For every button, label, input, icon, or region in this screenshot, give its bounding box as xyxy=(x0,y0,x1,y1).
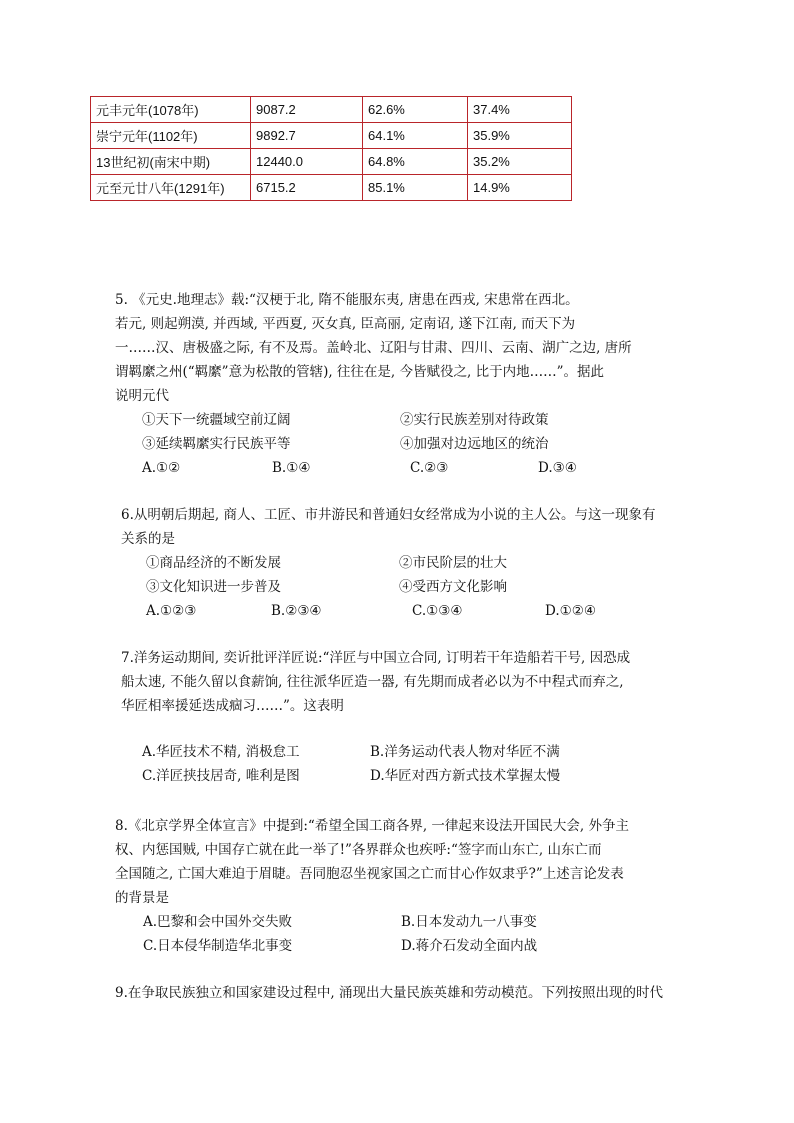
answer-choice[interactable]: C.日本侵华制造华北事变 xyxy=(143,938,293,954)
question-text-line: 权、内惩国贼, 中国存亡就在此一举了!”各界群众也疾呼:“签字而山东亡, 山东亡而 xyxy=(115,842,602,858)
table-cell: 13世纪初(南宋中期) xyxy=(91,149,251,175)
question-text-line: 谓羁縻之州(“羁縻”意为松散的管辖), 往往在是, 今皆赋役之, 比于内地……”。据此 xyxy=(115,364,604,380)
table-cell: 35.9% xyxy=(468,123,572,149)
table-cell: 85.1% xyxy=(363,175,468,201)
question-text-line: 6.从明朝后期起, 商人、工匠、市井游民和普通妇女经常成为小说的主人公。与这一现象有 xyxy=(121,507,656,523)
question-text-line: 的背景是 xyxy=(115,890,169,906)
answer-choice[interactable]: D.华匠对西方新式技术掌握太慢 xyxy=(370,768,561,784)
table-row xyxy=(91,149,572,175)
statement-item: ③延续羁縻实行民族平等 xyxy=(142,436,291,452)
population-table xyxy=(90,96,572,201)
answer-choice[interactable]: B.①④ xyxy=(272,460,311,476)
answer-choice[interactable]: B.②③④ xyxy=(271,603,322,619)
table-cell: 64.1% xyxy=(363,123,468,149)
statement-item: ②市民阶层的壮大 xyxy=(399,555,507,571)
question-text-line: 5. 《元史.地理志》载:“汉梗于北, 隋不能服东夷, 唐患在西戎, 宋患常在西北。 xyxy=(115,292,579,308)
answer-choice[interactable]: D.①②④ xyxy=(545,603,596,619)
question-text-line: 8.《北京学界全体宣言》中提到:“希望全国工商各界, 一律起来设法开国民大会, 外争主 xyxy=(115,818,629,834)
table-cell: 64.8% xyxy=(363,149,468,175)
statement-item: ①商品经济的不断发展 xyxy=(146,555,281,571)
table-cell: 9892.7 xyxy=(251,123,363,149)
table-cell: 6715.2 xyxy=(251,175,363,201)
question-text-line: 华匠相率援延迭成痼习……”。这表明 xyxy=(121,698,344,714)
answer-choice[interactable]: B.日本发动九一八事变 xyxy=(401,914,537,930)
answer-choice[interactable]: A.①② xyxy=(142,460,181,476)
question-6 xyxy=(121,503,691,623)
question-7 xyxy=(121,646,691,788)
question-text-line: 关系的是 xyxy=(121,531,175,547)
answer-choice[interactable]: A.①②③ xyxy=(146,603,197,619)
statement-item: ③文化知识进一步普及 xyxy=(146,579,281,595)
question-text-line: 全国随之, 亡国大难迫于眉睫。吾同胞忍坐视家国之亡而甘心作奴隶乎?”上述言论发表 xyxy=(115,866,624,882)
table-row xyxy=(91,123,572,149)
statement-item: ②实行民族差别对待政策 xyxy=(400,412,549,428)
table-cell: 崇宁元年(1102年) xyxy=(91,123,251,149)
table-cell: 37.4% xyxy=(468,97,572,123)
answer-choice[interactable]: A.巴黎和会中国外交失败 xyxy=(143,914,293,930)
statement-item: ④加强对边远地区的统治 xyxy=(400,436,549,452)
table-cell: 62.6% xyxy=(363,97,468,123)
question-text-line: 若元, 则起朔漠, 并西域, 平西夏, 灭女真, 臣高丽, 定南诏, 遂下江南, 而天下为 xyxy=(115,316,576,332)
answer-choice[interactable]: D.③④ xyxy=(538,460,577,476)
answer-choice[interactable]: A.华匠技术不精, 消极怠工 xyxy=(142,744,300,760)
question-text-line: 9.在争取民族独立和国家建设过程中, 涌现出大量民族英雄和劳动模范。下列按照出现的时代 xyxy=(115,985,663,1001)
question-text-line: 说明元代 xyxy=(115,388,169,404)
question-5 xyxy=(115,288,685,480)
question-8 xyxy=(115,814,685,958)
question-9 xyxy=(115,981,685,1005)
table-cell: 9087.2 xyxy=(251,97,363,123)
answer-choice[interactable]: C.①③④ xyxy=(412,603,463,619)
question-text-line: 船太速, 不能久留以食薪饷, 往往派华匠造一器, 有先期而成者必以为不中程式而弃之, xyxy=(121,674,624,690)
answer-choice[interactable]: B.洋务运动代表人物对华匠不满 xyxy=(370,744,560,760)
answer-choice[interactable]: C.②③ xyxy=(410,460,449,476)
question-text-line: 7.洋务运动期间, 奕䜣批评洋匠说:“洋匠与中国立合同, 订明若干年造船若干号, 因恐成 xyxy=(121,650,631,666)
statement-item: ④受西方文化影响 xyxy=(399,579,507,595)
answer-choice[interactable]: C.洋匠挟技居奇, 唯利是图 xyxy=(142,768,300,784)
table-row xyxy=(91,175,572,201)
table-cell: 12440.0 xyxy=(251,149,363,175)
answer-choice[interactable]: D.蒋介石发动全面内战 xyxy=(401,938,538,954)
question-text-line: 一……汉、唐极盛之际, 有不及焉。盖岭北、辽阳与甘肃、四川、云南、湖广之边, 唐所 xyxy=(115,340,632,356)
table-row xyxy=(91,97,572,123)
table-cell: 元至元廿八年(1291年) xyxy=(91,175,251,201)
table-cell: 元丰元年(1078年) xyxy=(91,97,251,123)
table-cell: 14.9% xyxy=(468,175,572,201)
table-cell: 35.2% xyxy=(468,149,572,175)
statement-item: ①天下一统疆域空前辽阔 xyxy=(142,412,291,428)
